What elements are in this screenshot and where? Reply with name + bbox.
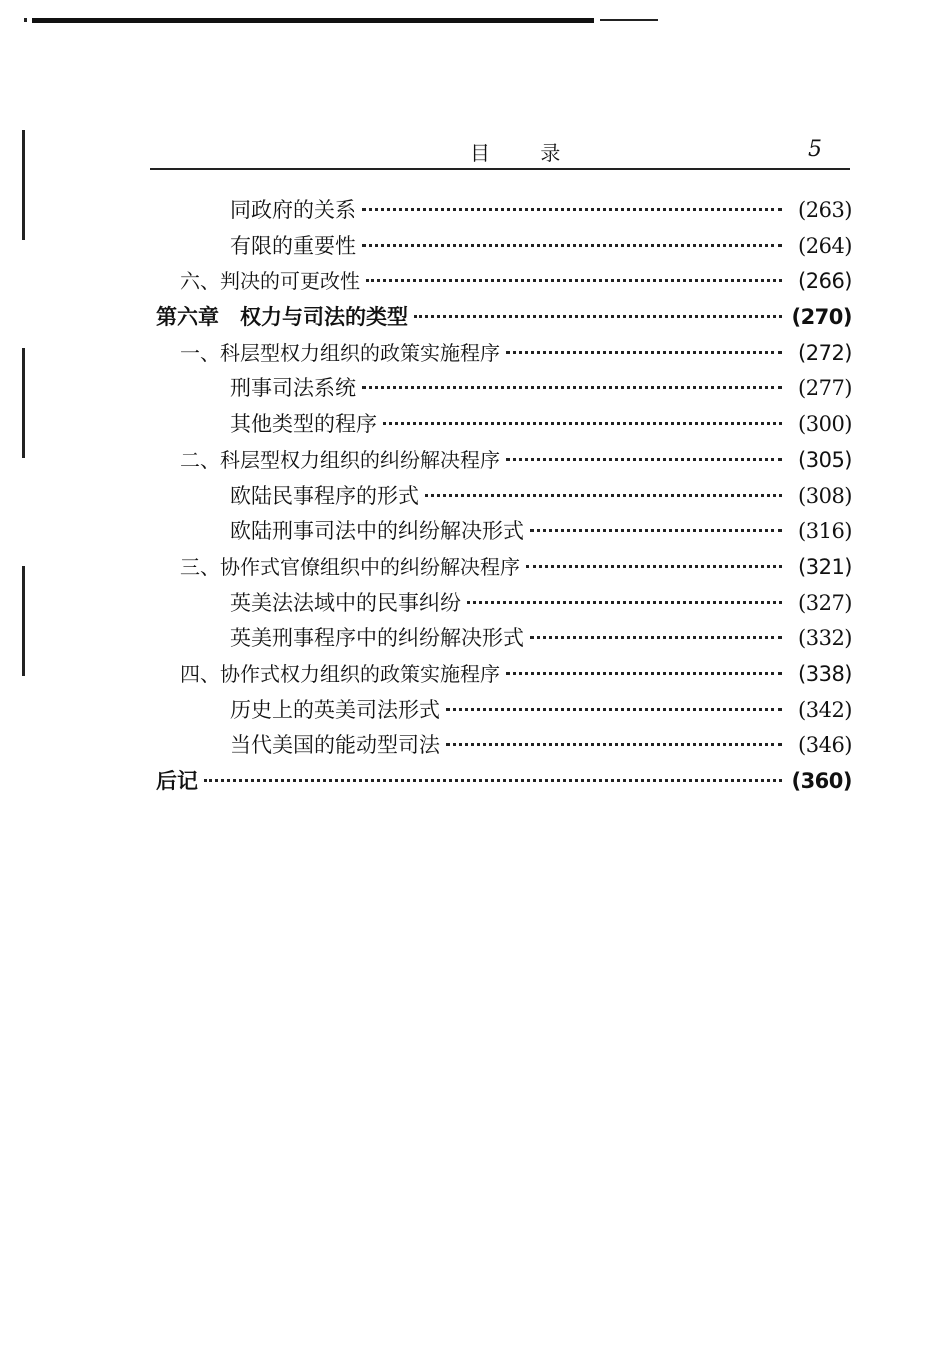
- toc-entry-title: 有限的重要性: [230, 233, 356, 258]
- toc-entry[interactable]: [150, 514, 852, 550]
- dot-leader: [526, 565, 782, 568]
- dot-leader: [506, 672, 782, 675]
- toc-entry-page: (332): [798, 626, 852, 651]
- toc-entry-title: 欧陆民事程序的形式: [230, 483, 419, 508]
- toc-entry-page: (272): [798, 340, 852, 365]
- toc-entry-page: (346): [798, 733, 852, 758]
- toc-entry[interactable]: [150, 550, 852, 586]
- toc-entry-page: (360): [791, 769, 852, 793]
- dot-leader: [506, 458, 782, 461]
- toc-entry[interactable]: [150, 371, 852, 407]
- scan-artifact: [600, 19, 658, 21]
- dot-leader: [204, 779, 782, 782]
- dot-leader: [383, 422, 782, 425]
- toc-entry[interactable]: [150, 443, 852, 479]
- toc-entry[interactable]: [150, 621, 852, 657]
- dot-leader: [366, 279, 782, 282]
- toc-entry-title: 同政府的关系: [230, 198, 356, 222]
- scan-artifact: [22, 566, 25, 676]
- dot-leader: [414, 315, 782, 318]
- toc-entry-page: (327): [798, 590, 852, 615]
- toc-entry[interactable]: [150, 728, 852, 764]
- toc-entry[interactable]: [150, 336, 852, 372]
- toc-entry-title: 历史上的英美司法形式: [230, 697, 440, 722]
- dot-leader: [467, 601, 782, 604]
- toc-entry-title: 六、判决的可更改性: [180, 269, 360, 294]
- toc-entry-title: 一、科层型权力组织的政策实施程序: [180, 340, 500, 365]
- toc-entry-page: (270): [791, 305, 852, 330]
- toc-entry-page: (342): [798, 697, 852, 722]
- scan-artifact: [22, 348, 25, 458]
- dot-leader: [425, 494, 782, 497]
- toc-entry-page: (263): [798, 198, 852, 222]
- dot-leader: [506, 351, 782, 354]
- toc-entry[interactable]: [150, 693, 852, 729]
- toc-entry-page: (305): [798, 447, 852, 472]
- toc-entry-page: (321): [798, 554, 852, 579]
- scan-artifact: [24, 18, 27, 22]
- toc-entry[interactable]: [150, 193, 852, 229]
- toc-entry-title: 欧陆刑事司法中的纠纷解决形式: [230, 519, 524, 544]
- toc-entry-page: (338): [798, 661, 852, 686]
- dot-leader: [530, 636, 782, 639]
- running-title: 目 录: [470, 141, 583, 165]
- toc-entry-title: 英美法法域中的民事纠纷: [230, 590, 461, 615]
- toc-entry-title: 二、科层型权力组织的纠纷解决程序: [180, 447, 500, 472]
- page-number: 5: [808, 137, 822, 162]
- toc-entry-page: (264): [798, 233, 852, 258]
- toc-entry[interactable]: [150, 479, 852, 515]
- toc-entry-title: 其他类型的程序: [230, 412, 377, 437]
- toc-entry-page: (277): [798, 376, 852, 401]
- dot-leader: [446, 708, 782, 711]
- scan-artifact: [32, 18, 594, 23]
- toc-entry[interactable]: [150, 586, 852, 622]
- toc-entry[interactable]: [150, 264, 852, 300]
- toc-entry-title: 第六章 权力与司法的类型: [156, 305, 408, 330]
- toc-entry-title: 刑事司法系统: [230, 376, 356, 401]
- dot-leader: [446, 743, 782, 746]
- toc-entry-page: (300): [798, 412, 852, 437]
- toc-entry[interactable]: [150, 229, 852, 265]
- table-of-contents: [150, 193, 852, 800]
- toc-entry-page: (316): [798, 519, 852, 544]
- toc-entry[interactable]: [150, 300, 852, 336]
- toc-entry[interactable]: [150, 657, 852, 693]
- toc-entry-title: 当代美国的能动型司法: [230, 733, 440, 758]
- toc-entry-title: 后记: [156, 769, 198, 793]
- scan-artifact: [22, 130, 25, 240]
- toc-entry-page: (266): [798, 269, 852, 294]
- toc-entry[interactable]: [150, 407, 852, 443]
- dot-leader: [530, 529, 782, 532]
- dot-leader: [362, 244, 782, 247]
- toc-entry-title: 英美刑事程序中的纠纷解决形式: [230, 626, 524, 651]
- dot-leader: [362, 386, 782, 389]
- header-rule: [150, 168, 850, 170]
- toc-entry-title: 四、协作式权力组织的政策实施程序: [180, 661, 500, 686]
- running-head: [150, 135, 850, 175]
- toc-entry-page: (308): [798, 483, 852, 508]
- toc-entry-title: 三、协作式官僚组织中的纠纷解决程序: [180, 554, 520, 579]
- toc-entry[interactable]: [150, 764, 852, 800]
- dot-leader: [362, 208, 782, 211]
